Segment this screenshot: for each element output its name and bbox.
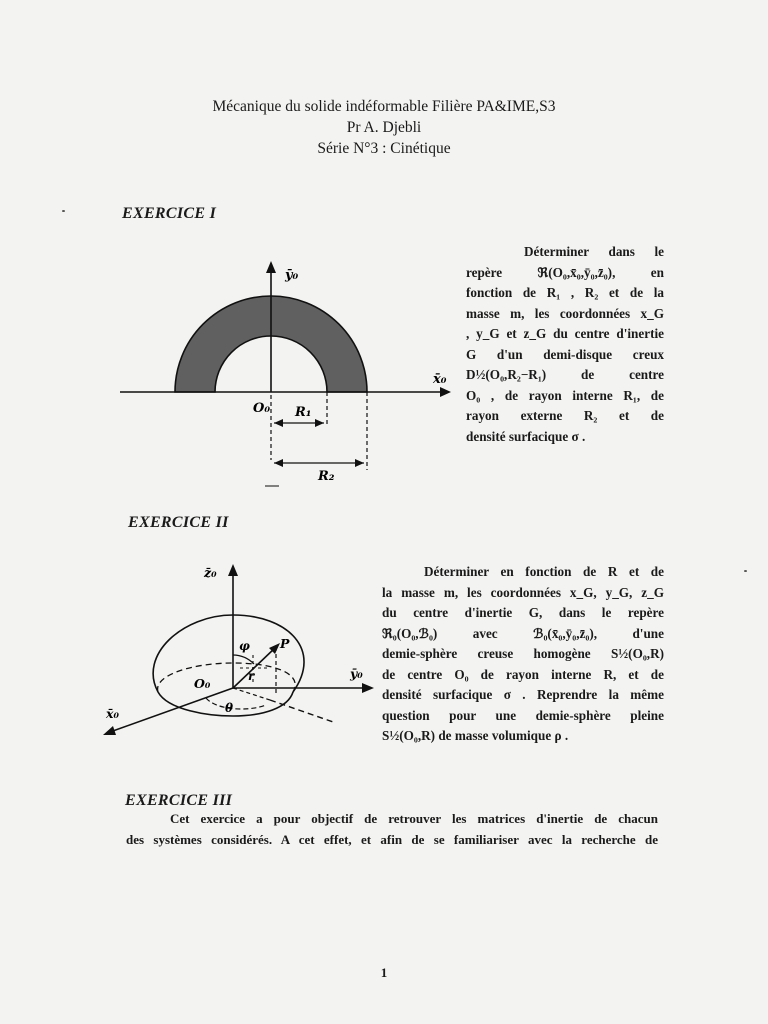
exercise-1-title: EXERCICE I: [122, 205, 217, 222]
phi-label: φ: [239, 639, 250, 653]
ex2-line: ℜ₀(O₀,ℬ₀) avec ℬ₀(x̄₀,ȳ₀,z̄₀), d'une: [382, 625, 664, 641]
exercise-3-text: [126, 809, 658, 850]
ex1-line: D½(O₀,R₂−R₁) de centre: [466, 367, 664, 382]
ex1-line: rayon externe R₂ et de: [466, 408, 664, 423]
r-label: r: [248, 669, 255, 683]
ex1-line: fonction de R₁ , R₂ et de la: [466, 285, 664, 300]
point-p-label: P: [280, 636, 290, 651]
r2-label: R₂: [318, 469, 335, 484]
x-axis-arrow: [440, 387, 451, 397]
ex2-line: la masse m, les coordonnées x_G, y_G, z_G: [382, 584, 664, 600]
y0-label: ȳ₀: [285, 268, 299, 283]
x0-label: x̄₀: [433, 372, 447, 387]
x-axis: [110, 688, 233, 732]
ex2-line: de centre O₀ de rayon interne R, et de: [382, 666, 664, 682]
ex2-line: densité surfacique σ . Reprendre la même: [382, 687, 664, 702]
exercise-2-text: [382, 562, 664, 747]
ex1-line: densité surfacique σ .: [466, 428, 586, 444]
ex2-line: demie-sphère creuse homogène S½(O₀,R): [382, 646, 664, 661]
theta-arc: [206, 698, 266, 709]
theta-label: θ: [225, 701, 234, 715]
ex2-line: du centre d'inertie G, dans le repère: [382, 605, 664, 620]
x0-label: x̄₀: [106, 706, 119, 721]
page-number: 1: [380, 965, 388, 980]
scan-speck: [62, 210, 65, 212]
ex1-line: , y_G et z_G du centre d'inertie: [466, 326, 664, 341]
ex2-line: question pour une demie-sphère pleine: [382, 707, 664, 723]
ex1-line: G d'un demi-disque creux: [466, 346, 664, 362]
ex1-line: Déterminer dans le: [524, 244, 664, 259]
origin-label: O₀: [194, 676, 211, 691]
exercise-2-figure: [98, 560, 383, 745]
document-header: [0, 96, 768, 159]
y-axis-arrow: [362, 683, 374, 693]
exercise-1-text: [466, 242, 664, 447]
y0-label: ȳ₀: [350, 666, 363, 681]
x-axis-arrow: [103, 726, 116, 735]
hemisphere-outline: [153, 615, 304, 692]
ex1-line: O₀ , de rayon interne R₁, de: [466, 387, 664, 403]
professor-name: Pr A. Djebli: [346, 119, 422, 136]
exercise-1-figure: [115, 255, 460, 495]
origin-label: O₀: [253, 401, 271, 416]
z-axis-arrow: [228, 564, 238, 576]
z0-label: z̄₀: [204, 565, 217, 580]
ex2-line: Déterminer en fonction de R et de: [424, 564, 664, 579]
course-title: Mécanique du solide indéformable Filière PA&IME,S3: [212, 98, 556, 115]
r1-label: R₁: [295, 405, 312, 420]
ex3-line: des systèmes considérés. A cet effet, et afin de se familiariser avec la recherche de: [126, 831, 658, 847]
ex1-line: repère ℜ(O₀,x̄₀,ȳ₀,z̄₀), en: [466, 264, 664, 280]
ex3-line: Cet exercice a pour objectif de retrouver les matrices d'inertie de chacun: [170, 811, 658, 826]
ex2-line: S½(O₀,R) de masse volumique ρ .: [382, 728, 569, 743]
exercise-3-title: EXERCICE III: [125, 792, 233, 809]
scan-speck: [744, 570, 747, 572]
exercise-2-title: EXERCICE II: [128, 514, 229, 531]
y-axis-arrow: [266, 261, 276, 273]
series-title: Série N°3 : Cinétique: [317, 140, 451, 157]
ex1-line: masse m, les coordonnées x_G: [466, 305, 664, 321]
